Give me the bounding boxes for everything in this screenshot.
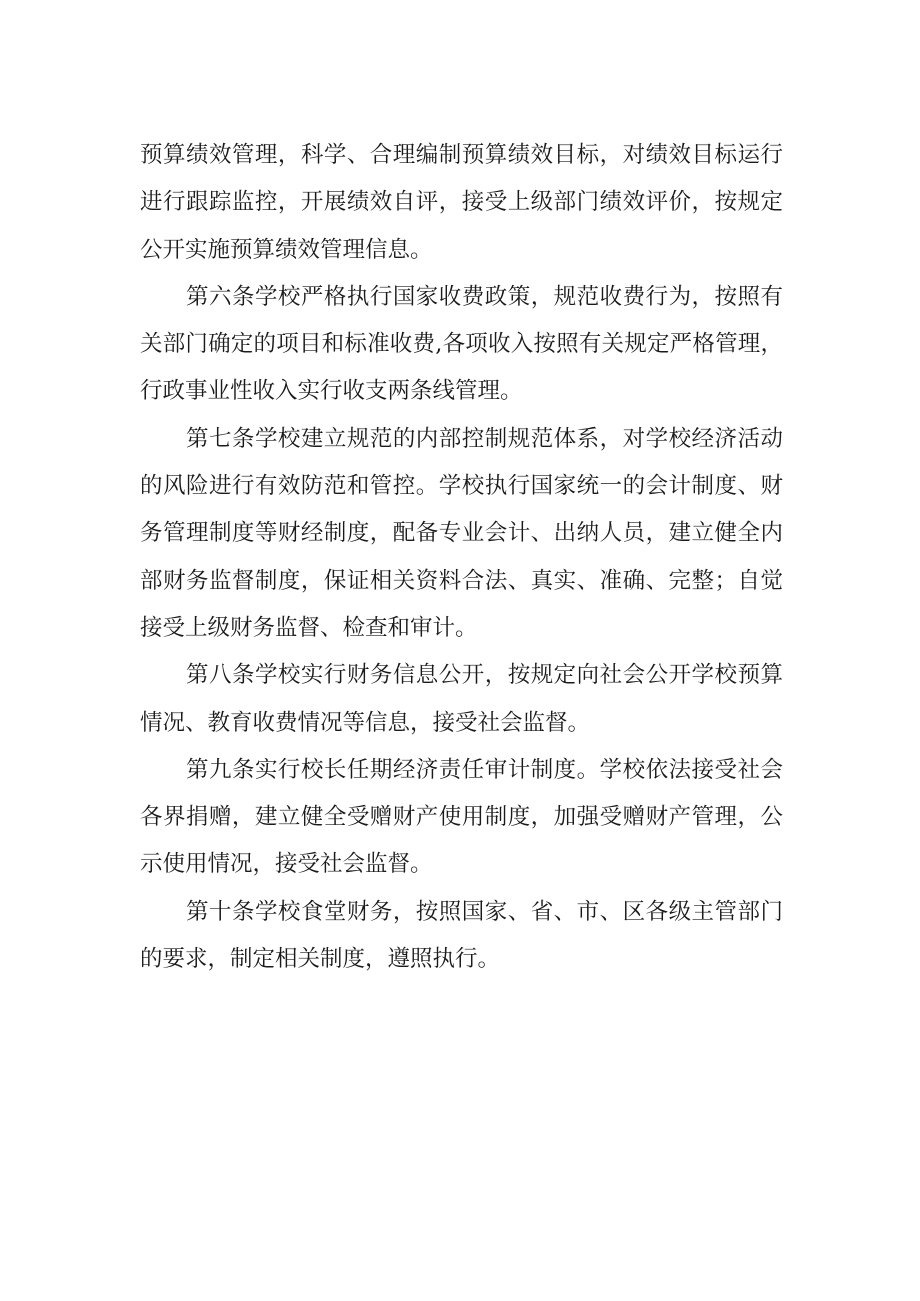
paragraph-article-6	[140, 274, 783, 416]
text-line: 预算绩效管理，科学、合理编制预算绩效目标，对绩效目标运行	[140, 142, 783, 168]
text-line: 第八条学校实行财务信息公开，按规定向社会公开学校预算	[186, 662, 783, 689]
text-line: 情况、教育收费情况等信息，接受社会监督。	[140, 709, 591, 736]
text-line: 关部门确定的项目和标准收费,各项收入按照有关规定严格管理，	[140, 331, 783, 358]
text-line: 各界捐赠，建立健全受赠财产使用制度，加强受赠财产管理，公	[140, 804, 783, 831]
text-line: 接受上级财务监督、检查和审计。	[140, 614, 478, 641]
text-line: 第七条学校建立规范的内部控制规范体系，对学校经济活动	[186, 425, 783, 452]
text-line: 公开实施预算绩效管理信息。	[140, 236, 433, 263]
text-line: 务管理制度等财经制度，配备专业会计、出纳人员，建立健全内	[140, 520, 783, 547]
paragraph-article-7	[140, 416, 783, 652]
text-line: 第九条实行校长任期经济责任审计制度。学校依法接受社会	[186, 756, 783, 783]
paragraph-article-9	[140, 747, 783, 889]
text-line: 部财务监督制度，保证相关资料合法、真实、准确、完整；自觉	[140, 567, 783, 594]
text-line: 第十条学校食堂财务，按照国家、省、市、区各级主管部门	[186, 898, 783, 925]
text-line: 示使用情况，接受社会监督。	[140, 851, 433, 878]
paragraph-article-8	[140, 652, 783, 747]
text-line: 进行跟踪监控，开展绩效自评，接受上级部门绩效评价，按规定	[140, 189, 783, 216]
document-body	[140, 132, 783, 983]
text-line: 的风险进行有效防范和管控。学校执行国家统一的会计制度、财	[140, 473, 783, 500]
text-line: 的要求，制定相关制度，遵照执行。	[140, 946, 501, 973]
text-line: 第六条学校严格执行国家收费政策，规范收费行为，按照有	[186, 283, 783, 310]
text-line: 行政事业性收入实行收支两条线管理。	[140, 378, 523, 405]
paragraph-1	[140, 132, 783, 274]
paragraph-article-10	[140, 889, 783, 984]
